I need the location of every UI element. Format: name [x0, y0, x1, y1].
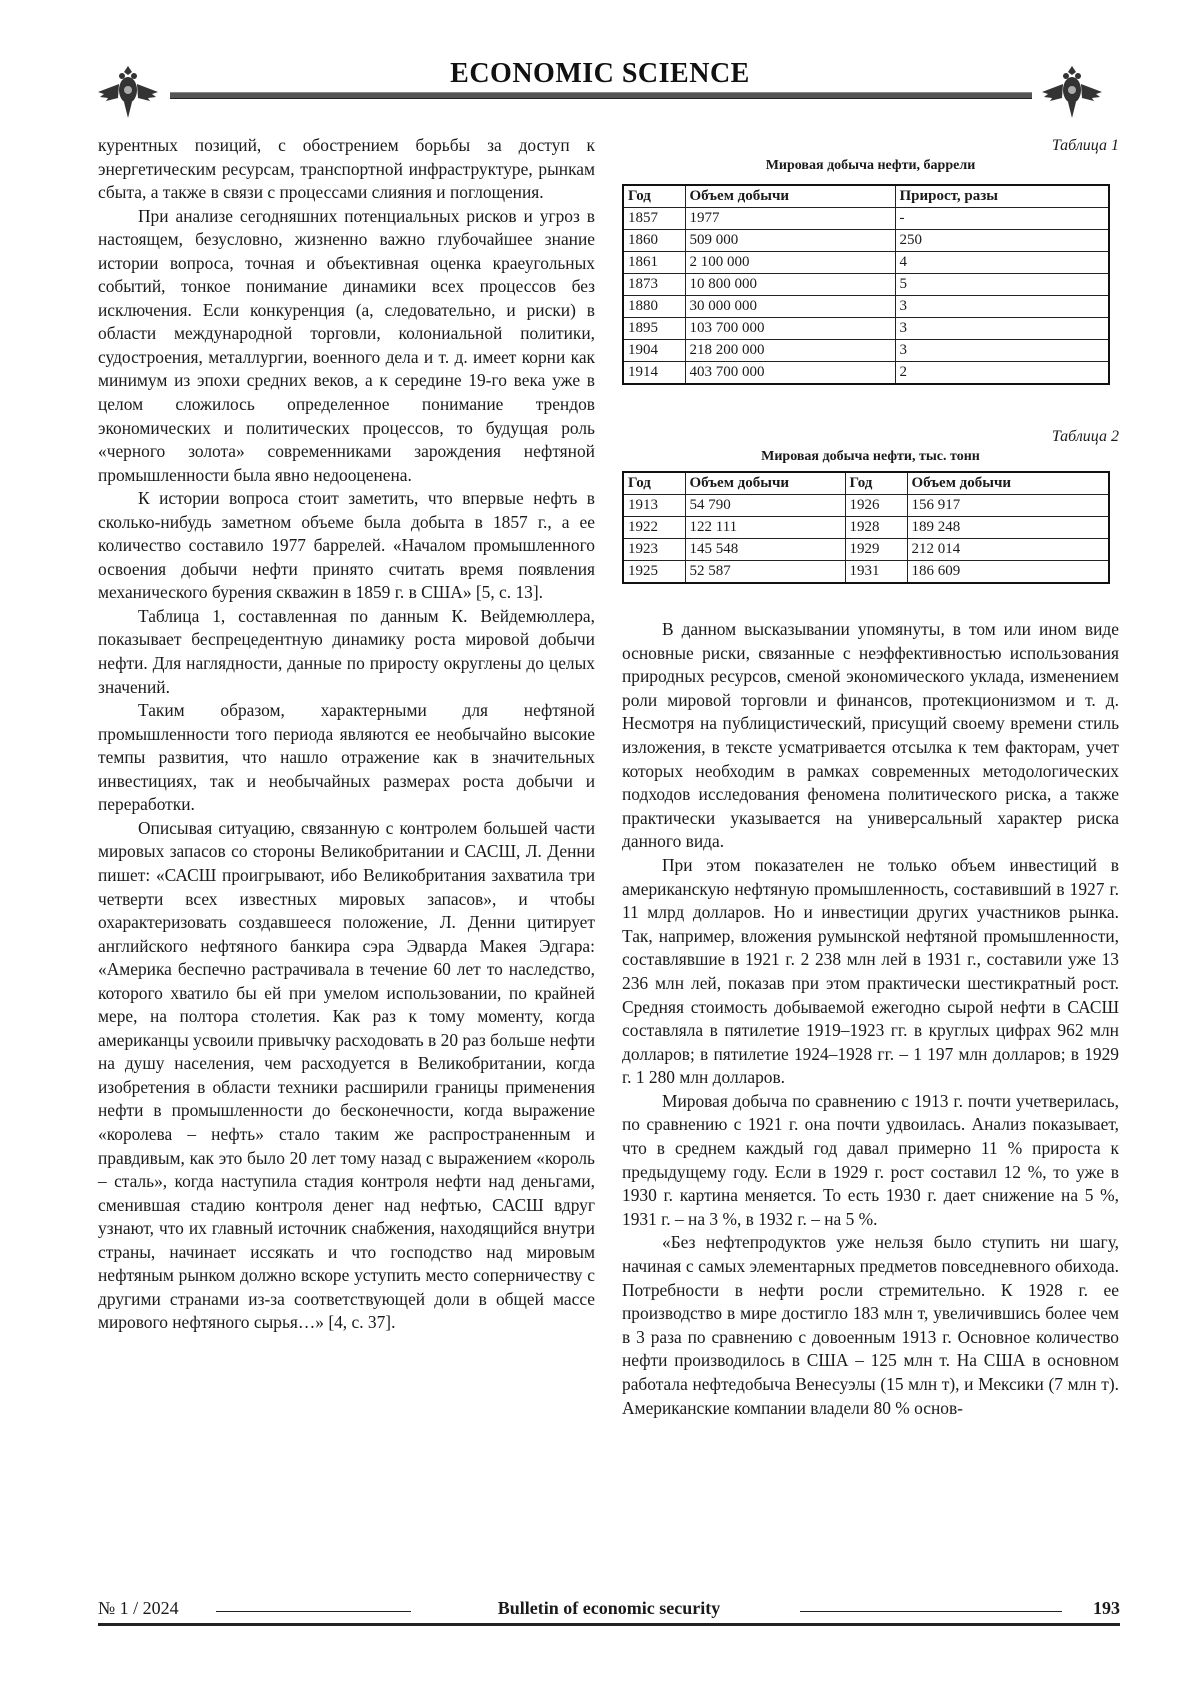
- table-row: [623, 318, 1109, 340]
- table-row: [623, 274, 1109, 296]
- cell-year: 1928: [845, 517, 907, 539]
- cell-volume: 2 100 000: [685, 252, 895, 274]
- table-row: [623, 230, 1109, 252]
- table-title: Мировая добыча нефти, баррели: [765, 158, 976, 173]
- cell-volume: 403 700 000: [685, 362, 895, 385]
- cell-year: 1926: [845, 495, 907, 517]
- cell-volume: 52 587: [685, 561, 845, 584]
- table-header-row: [623, 185, 1109, 208]
- table-row: [623, 296, 1109, 318]
- paragraph: «Без нефтепродуктов уже нельзя было ступить ни шагу, начиная с самых элементарных предметов повседневного обихода. Потребности в нефти росли стремительно. К 1928 г. ее производство в мире достигло 183 млн т, увеличившись более чем в 3 раза по сравнению с довоенным 1913 г. Основное количество нефти производилось в США – 125 млн т. На США в основном работала нефтедобыча Венесуэлы (15 млн т), и Мексики (7 млн т). Американские компании владели 80 % основ-: [622, 1232, 1119, 1418]
- column-header: Год: [623, 472, 685, 495]
- table-label: Таблица 1: [1051, 137, 1119, 154]
- section-title: ECONOMIC SCIENCE: [450, 58, 750, 89]
- cell-year: 1922: [623, 517, 685, 539]
- cell-volume: 122 111: [685, 517, 845, 539]
- column-header: Прирост, разы: [895, 185, 1109, 208]
- table-row: [623, 252, 1109, 274]
- cell-year: 1873: [623, 274, 685, 296]
- cell-volume: 212 014: [907, 539, 1109, 561]
- paragraph: Таким образом, характерными для нефтяной промышленности того периода являются ее необычайно высокие темпы развития, что нашло отражение как в значительных инвестициях, так и необычайных размерах роста добычи и переработки.: [98, 700, 595, 815]
- table-row: [623, 561, 1109, 584]
- cell-year: 1857: [623, 208, 685, 230]
- paragraph: Таблица 1, составленная по данным К. Вейдемюллера, показывает беспрецедентную динамику роста мировой добычи нефти. Для наглядности, данные по приросту округлены до целых значений.: [98, 605, 595, 697]
- footer-divider: [800, 1611, 1062, 1612]
- table-row: [623, 340, 1109, 362]
- cell-growth: 3: [895, 296, 1109, 318]
- cell-year: 1904: [623, 340, 685, 362]
- cell-volume: 10 800 000: [685, 274, 895, 296]
- paragraph: курентных позиций, с обострением борьбы за доступ к энергетическим ресурсам, транспортной инфраструктуре, рынкам сбыта, а также в связи с процессами слияния и поглощения.: [98, 135, 595, 203]
- cell-year: 1925: [623, 561, 685, 584]
- cell-year: 1861: [623, 252, 685, 274]
- paragraph: В данном высказывании упомянуты, в том или ином виде основные риски, связанные с неэффективностью использования природных ресурсов, сменой экономического уклада, изменением роли мировой торговли и финансов, протекционизмом и т. д. Несмотря на публицистический, присущий своему времени стиль изложения, в тексте усматривается отсылка к тем факторам, учет которых необходим в рамках современных методологических подходов исследования феномена политического риска, а также практически указывается на универсальный характер риска данного вида.: [622, 619, 1119, 852]
- cell-growth: 3: [895, 318, 1109, 340]
- cell-volume: 103 700 000: [685, 318, 895, 340]
- column-header: Объем добычи: [907, 472, 1109, 495]
- paragraph: К истории вопроса стоит заметить, что впервые нефть в сколько-нибудь заметном объеме была добыта в 1857 г., а ее количество составило 1977 баррелей. «Началом промышленного освоения добычи нефти принято считать время появления механического бурения скважин в 1859 г. в США» [5, с. 13].: [98, 488, 595, 603]
- table-row: [623, 362, 1109, 385]
- cell-volume: 145 548: [685, 539, 845, 561]
- issue-number: № 1 / 2024: [98, 1598, 179, 1618]
- cell-volume: 509 000: [685, 230, 895, 252]
- cell-year: 1880: [623, 296, 685, 318]
- cell-year: 1895: [623, 318, 685, 340]
- cell-volume: 186 609: [907, 561, 1109, 584]
- cell-year: 1923: [623, 539, 685, 561]
- cell-year: 1914: [623, 362, 685, 385]
- table-oil-production-barrels: [622, 184, 1110, 385]
- cell-volume: 1977: [685, 208, 895, 230]
- table-1-block: [622, 136, 1119, 385]
- table-row: [623, 208, 1109, 230]
- cell-growth: 250: [895, 230, 1109, 252]
- right-column: [622, 618, 1119, 1420]
- cell-growth: -: [895, 208, 1109, 230]
- table-row: [623, 495, 1109, 517]
- paragraph: При анализе сегодняшних потенциальных рисков и угроз в настоящем, безусловно, жизненно важно глубочайшее знание истории вопроса, точная и объективная оценка краеугольных событий, тонкое понимание динамики всех процессов без исключения. Если конкуренция (а, следовательно, и риски) в области международной торговли, колониальной политики, судостроения, металлургии, военного дела и т. д. имеет корни как минимум из эпохи средних веков, а к середине 19-го века уже в целом сложилось определенное понимание трендов экономических и политических процессов, то будущая роль «черного золота» современниками зарождения нефтяной промышленности была явно недооценена.: [98, 205, 595, 485]
- table-title: Мировая добыча нефти, тыс. тонн: [761, 449, 980, 464]
- table-header-row: [623, 472, 1109, 495]
- cell-growth: 4: [895, 252, 1109, 274]
- cell-year: 1860: [623, 230, 685, 252]
- cell-year: 1931: [845, 561, 907, 584]
- cell-volume: 156 917: [907, 495, 1109, 517]
- eagle-emblem-icon: [1040, 62, 1104, 122]
- page-number: 193: [1093, 1598, 1120, 1618]
- cell-year: 1913: [623, 495, 685, 517]
- cell-volume: 218 200 000: [685, 340, 895, 362]
- cell-growth: 3: [895, 340, 1109, 362]
- cell-volume: 30 000 000: [685, 296, 895, 318]
- table-2-block: [622, 427, 1119, 584]
- paragraph: Мировая добыча по сравнению с 1913 г. почти учетверилась, по сравнению с 1921 г. она почти удвоилась. Анализ показывает, что в среднем каждый год давал примерно 11 % прироста к предыдущему году. Если в 1929 г. рост составил 12 %, то уже в 1930 г. картина меняется. То есть 1930 г. дает снижение на 5 %, 1931 г. – на 3 %, в 1932 г. – на 5 %.: [622, 1090, 1119, 1229]
- cell-year: 1929: [845, 539, 907, 561]
- paragraph: При этом показателен не только объем инвестиций в американскую нефтяную промышленность, составивший в 1927 г. 11 млрд долларов. Но и инвестиции других участников рынка. Так, например, вложения румынской нефтяной промышленности, составлявшие в 1921 г. 2 238 млн лей в 1931 г., составили уже 13 236 млн лей, показав при этом практически шестикратный рост. Средняя стоимость добываемой ежегодно сырой нефти в САСШ составляла в пятилетие 1919–1923 гг. в круглых цифрах 962 млн долларов; в пятилетие 1924–1928 гг. – 1 197 млн долларов; в 1929 г. 1 280 млн долларов.: [622, 854, 1119, 1088]
- column-header: Объем добычи: [685, 185, 895, 208]
- page-footer: [98, 1598, 1120, 1628]
- cell-growth: 5: [895, 274, 1109, 296]
- column-header: Объем добычи: [685, 472, 845, 495]
- cell-volume: 54 790: [685, 495, 845, 517]
- table-row: [623, 539, 1109, 561]
- page-header: [0, 0, 1200, 135]
- header-rule: [170, 92, 1032, 99]
- journal-title: Bulletin of economic security: [497, 1598, 721, 1618]
- column-header: Год: [845, 472, 907, 495]
- table-row: [623, 517, 1109, 539]
- table-oil-production-tonnes: [622, 471, 1110, 584]
- paragraph: Описывая ситуацию, связанную с контролем большей части мировых запасов со стороны Великобритании и САСШ, Л. Денни пишет: «САСШ проигрывают, ибо Великобритания захватила три четверти всех известных мировых запасов», и чтобы охарактеризовать создавшееся положение, Л. Денни цитирует английского нефтяного банкира сэра Эдварда Макея Эдгара: «Америка беспечно растрачивала в течение 60 лет то наследство, которого хватило бы ей при умелом использовании, по крайней мере, на полтора столетия. Как раз к тому моменту, когда американцы усвоили привычку расходовать в 20 раз больше нефти на душу населения, чем расходуется в Великобритании, когда изобретения в области техники расширили границы применения нефти в промышленности до бесконечности, когда выражение «королева – нефть» стало таким же распространенным и правдивым, как это было 20 лет тому назад с выражением «король – сталь», когда наступила стадия контроля нефти над деньгами, сменившая стадию контроля денег над нефтью, САСШ вдруг узнают, что их главный источник снабжения, находящийся внутри страны, начинает иссякать и что господство над мировым нефтяным рынком должно вскоре уступить место соперничеству с другими странами из-за соответствующей доли в общей массе мирового нефтяного сырья…» [4, с. 37].: [98, 817, 595, 1333]
- footer-rule: [98, 1623, 1120, 1626]
- cell-growth: 2: [895, 362, 1109, 385]
- left-column: [98, 134, 595, 1335]
- cell-volume: 189 248: [907, 517, 1109, 539]
- column-header: Год: [623, 185, 685, 208]
- table-label: Таблица 2: [1051, 428, 1119, 445]
